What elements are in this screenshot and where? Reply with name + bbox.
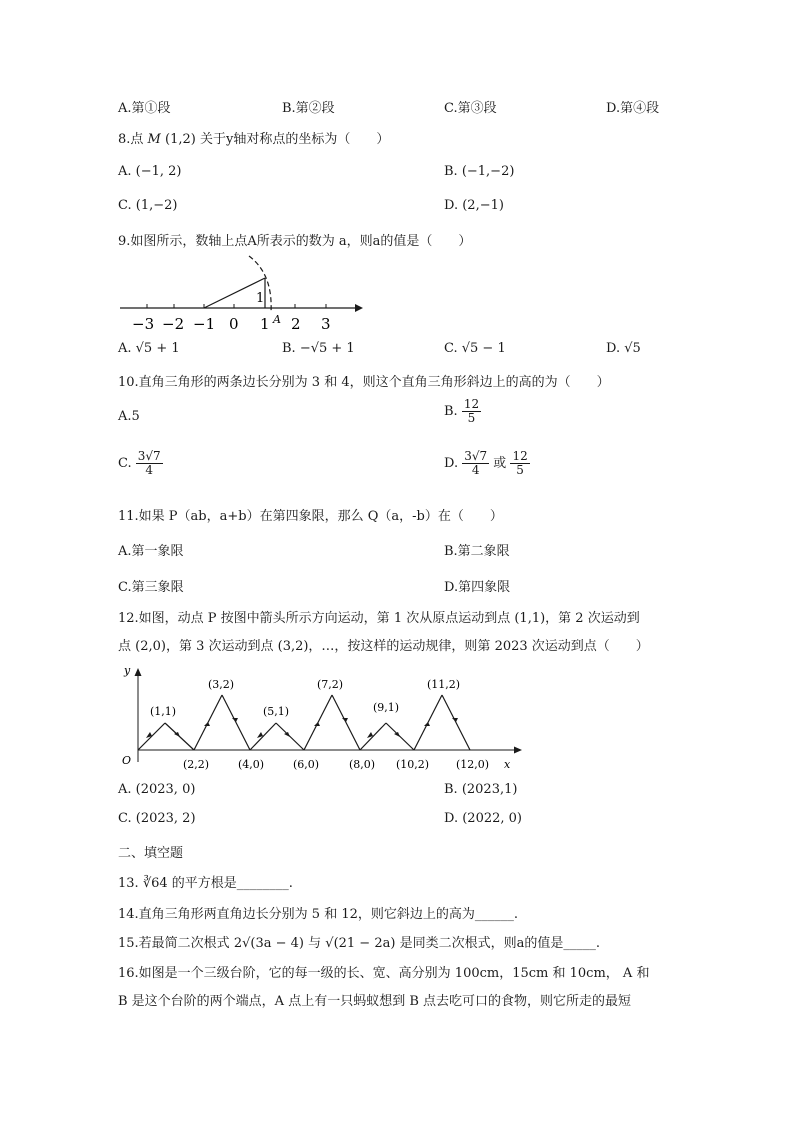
q12-x-label: x bbox=[504, 758, 511, 771]
q9-option-c: C. √5 − 1 bbox=[444, 341, 506, 356]
arrow-icon bbox=[314, 722, 320, 726]
q8-option-a: A. (−1, 2) bbox=[118, 164, 182, 179]
q12-point-label: (9,1) bbox=[373, 701, 400, 714]
q15-radical-1: 2√(3a − 4) bbox=[233, 936, 304, 951]
q12-stem-line2: 点 (2,0)，第 3 次运动到点 (3,2)，…，按这样的运动规律，则第 2023 次运动到点（ ） bbox=[118, 639, 649, 654]
q11-stem: 11.如果 P（ab，a+b）在第四象限，那么 Q（a，-b）在（ ） bbox=[118, 509, 503, 524]
section-title-fill-in: 二、填空题 bbox=[118, 846, 184, 861]
q9-point-a-label: A bbox=[273, 313, 281, 326]
q9-tick-label: −2 bbox=[162, 315, 185, 333]
q7-option-b: B.第②段 bbox=[282, 101, 335, 116]
q8-coords: (1,2) bbox=[165, 132, 196, 147]
fraction: $\frac{12}{5}$ bbox=[463, 397, 480, 426]
q9-stem: 9.如图所示，数轴上点A所表示的数为 a，则a的值是（ ） bbox=[118, 234, 472, 249]
q12-y-label: y bbox=[124, 664, 131, 677]
q12-point-label: (10,2) bbox=[396, 758, 430, 771]
q12-stem-line1: 12.如图，动点 P 按图中箭头所示方向运动，第 1 次从原点运动到点 (1,1)，第 2 次运动到 bbox=[118, 611, 640, 626]
q14-stem: 14.直角三角形两直角边长分别为 5 和 12，则它斜边上的高为______. bbox=[118, 907, 519, 922]
q9-number-line-figure bbox=[115, 250, 375, 334]
q10-option-a: A.5 bbox=[118, 409, 140, 424]
q9-option-d: D. √5 bbox=[606, 341, 641, 356]
q12-y-arrow-icon bbox=[135, 668, 142, 676]
q15-stem: 15.若最简二次根式 2√(3a − 4) 与 √(21 − 2a) 是同类二次根式，则a的值是_____. bbox=[118, 936, 600, 951]
q11-option-a: A.第一象限 bbox=[118, 544, 184, 559]
q16-stem-line1: 16.如图是一个三级台阶，它的每一级的长、宽、高分别为 100cm，15cm 和 10cm， A 和 bbox=[118, 966, 650, 981]
q9-option-a: A. √5 + 1 bbox=[118, 341, 180, 356]
q8-prefix: 8.点 bbox=[118, 132, 144, 147]
q9-tick-label: −1 bbox=[193, 315, 216, 333]
q7-option-d: D.第④段 bbox=[606, 101, 660, 116]
q9-option-b: B. −√5 + 1 bbox=[282, 341, 355, 356]
q11-option-b: B.第二象限 bbox=[444, 544, 510, 559]
q12-point-label: (3,2) bbox=[208, 678, 235, 691]
q12-option-b: B. (2023,1) bbox=[444, 782, 518, 797]
q12-point-label: (11,2) bbox=[427, 678, 461, 691]
q12-point-label: (7,2) bbox=[317, 678, 344, 691]
q10-option-b: B. $\frac{12}{5}$ bbox=[444, 397, 480, 426]
q12-option-d: D. (2022, 0) bbox=[444, 811, 522, 826]
q8-stem bbox=[118, 128, 389, 147]
fraction: $\frac{3√7}{4}$ bbox=[464, 449, 488, 478]
fraction: $\frac{3√7}{4}$ bbox=[137, 449, 161, 478]
arrow-icon bbox=[394, 732, 400, 737]
q9-tick-label: −3 bbox=[132, 315, 155, 333]
q8-option-b: B. (−1,−2) bbox=[444, 164, 515, 179]
q8-point: M bbox=[147, 132, 161, 147]
q12-point-label: (6,0) bbox=[293, 758, 320, 771]
q7-option-c: C.第③段 bbox=[444, 101, 497, 116]
q9-side-label: 1 bbox=[256, 291, 265, 306]
q10-option-c: C. $\frac{3√7}{4}$ bbox=[118, 449, 161, 478]
q7-option-a: A.第①段 bbox=[118, 101, 171, 116]
q15-radical-2: √(21 − 2a) bbox=[325, 936, 396, 951]
q12-point-label: (8,0) bbox=[349, 758, 376, 771]
q12-option-c: C. (2023, 2) bbox=[118, 811, 196, 826]
arrow-icon bbox=[284, 732, 290, 737]
q8-option-d: D. (2,−1) bbox=[444, 198, 504, 213]
fraction: $\frac{12}{5}$ bbox=[512, 449, 528, 478]
q9-tick-label: 3 bbox=[321, 315, 331, 333]
q12-point-label: (12,0) bbox=[456, 758, 490, 771]
q10-stem: 10.直角三角形的两条边长分别为 3 和 4，则这个直角三角形斜边上的高的为（ ） bbox=[118, 375, 610, 390]
q9-axis-arrow-icon bbox=[355, 304, 363, 312]
q12-zigzag-figure bbox=[118, 660, 528, 775]
q12-option-a: A. (2023, 0) bbox=[118, 782, 196, 797]
q9-tick-label: 0 bbox=[229, 315, 239, 333]
q12-zigzag-path bbox=[138, 695, 470, 750]
q8-suffix: 关于y轴对称点的坐标为（ ） bbox=[199, 132, 390, 147]
q13-stem: 13. ∛64 的平方根是________. bbox=[118, 876, 293, 891]
q16-stem-line2: B 是这个台阶的两个端点，A 点上有一只蚂蚁想到 B 点去吃可口的食物，则它所走的最短 bbox=[118, 994, 632, 1009]
q12-x-arrow-icon bbox=[514, 747, 522, 754]
q11-option-d: D.第四象限 bbox=[444, 580, 511, 595]
q10-option-d: D. $\frac{3√7}{4}$ 或 $\frac{12}{5}$ bbox=[444, 449, 528, 478]
q11-option-c: C.第三象限 bbox=[118, 580, 184, 595]
q12-origin-label: O bbox=[122, 754, 132, 767]
arrow-icon bbox=[424, 722, 430, 726]
q13-cube-root: ∛64 bbox=[142, 876, 168, 891]
q8-option-c: C. (1,−2) bbox=[118, 198, 178, 213]
q9-tick-label: 1 bbox=[260, 315, 270, 333]
q12-point-label: (4,0) bbox=[238, 758, 265, 771]
q9-tick-label: 2 bbox=[291, 315, 301, 333]
q12-point-label: (5,1) bbox=[263, 705, 290, 718]
q12-point-label: (2,2) bbox=[183, 758, 210, 771]
arrow-icon bbox=[204, 722, 210, 726]
q12-point-label: (1,1) bbox=[150, 705, 177, 718]
